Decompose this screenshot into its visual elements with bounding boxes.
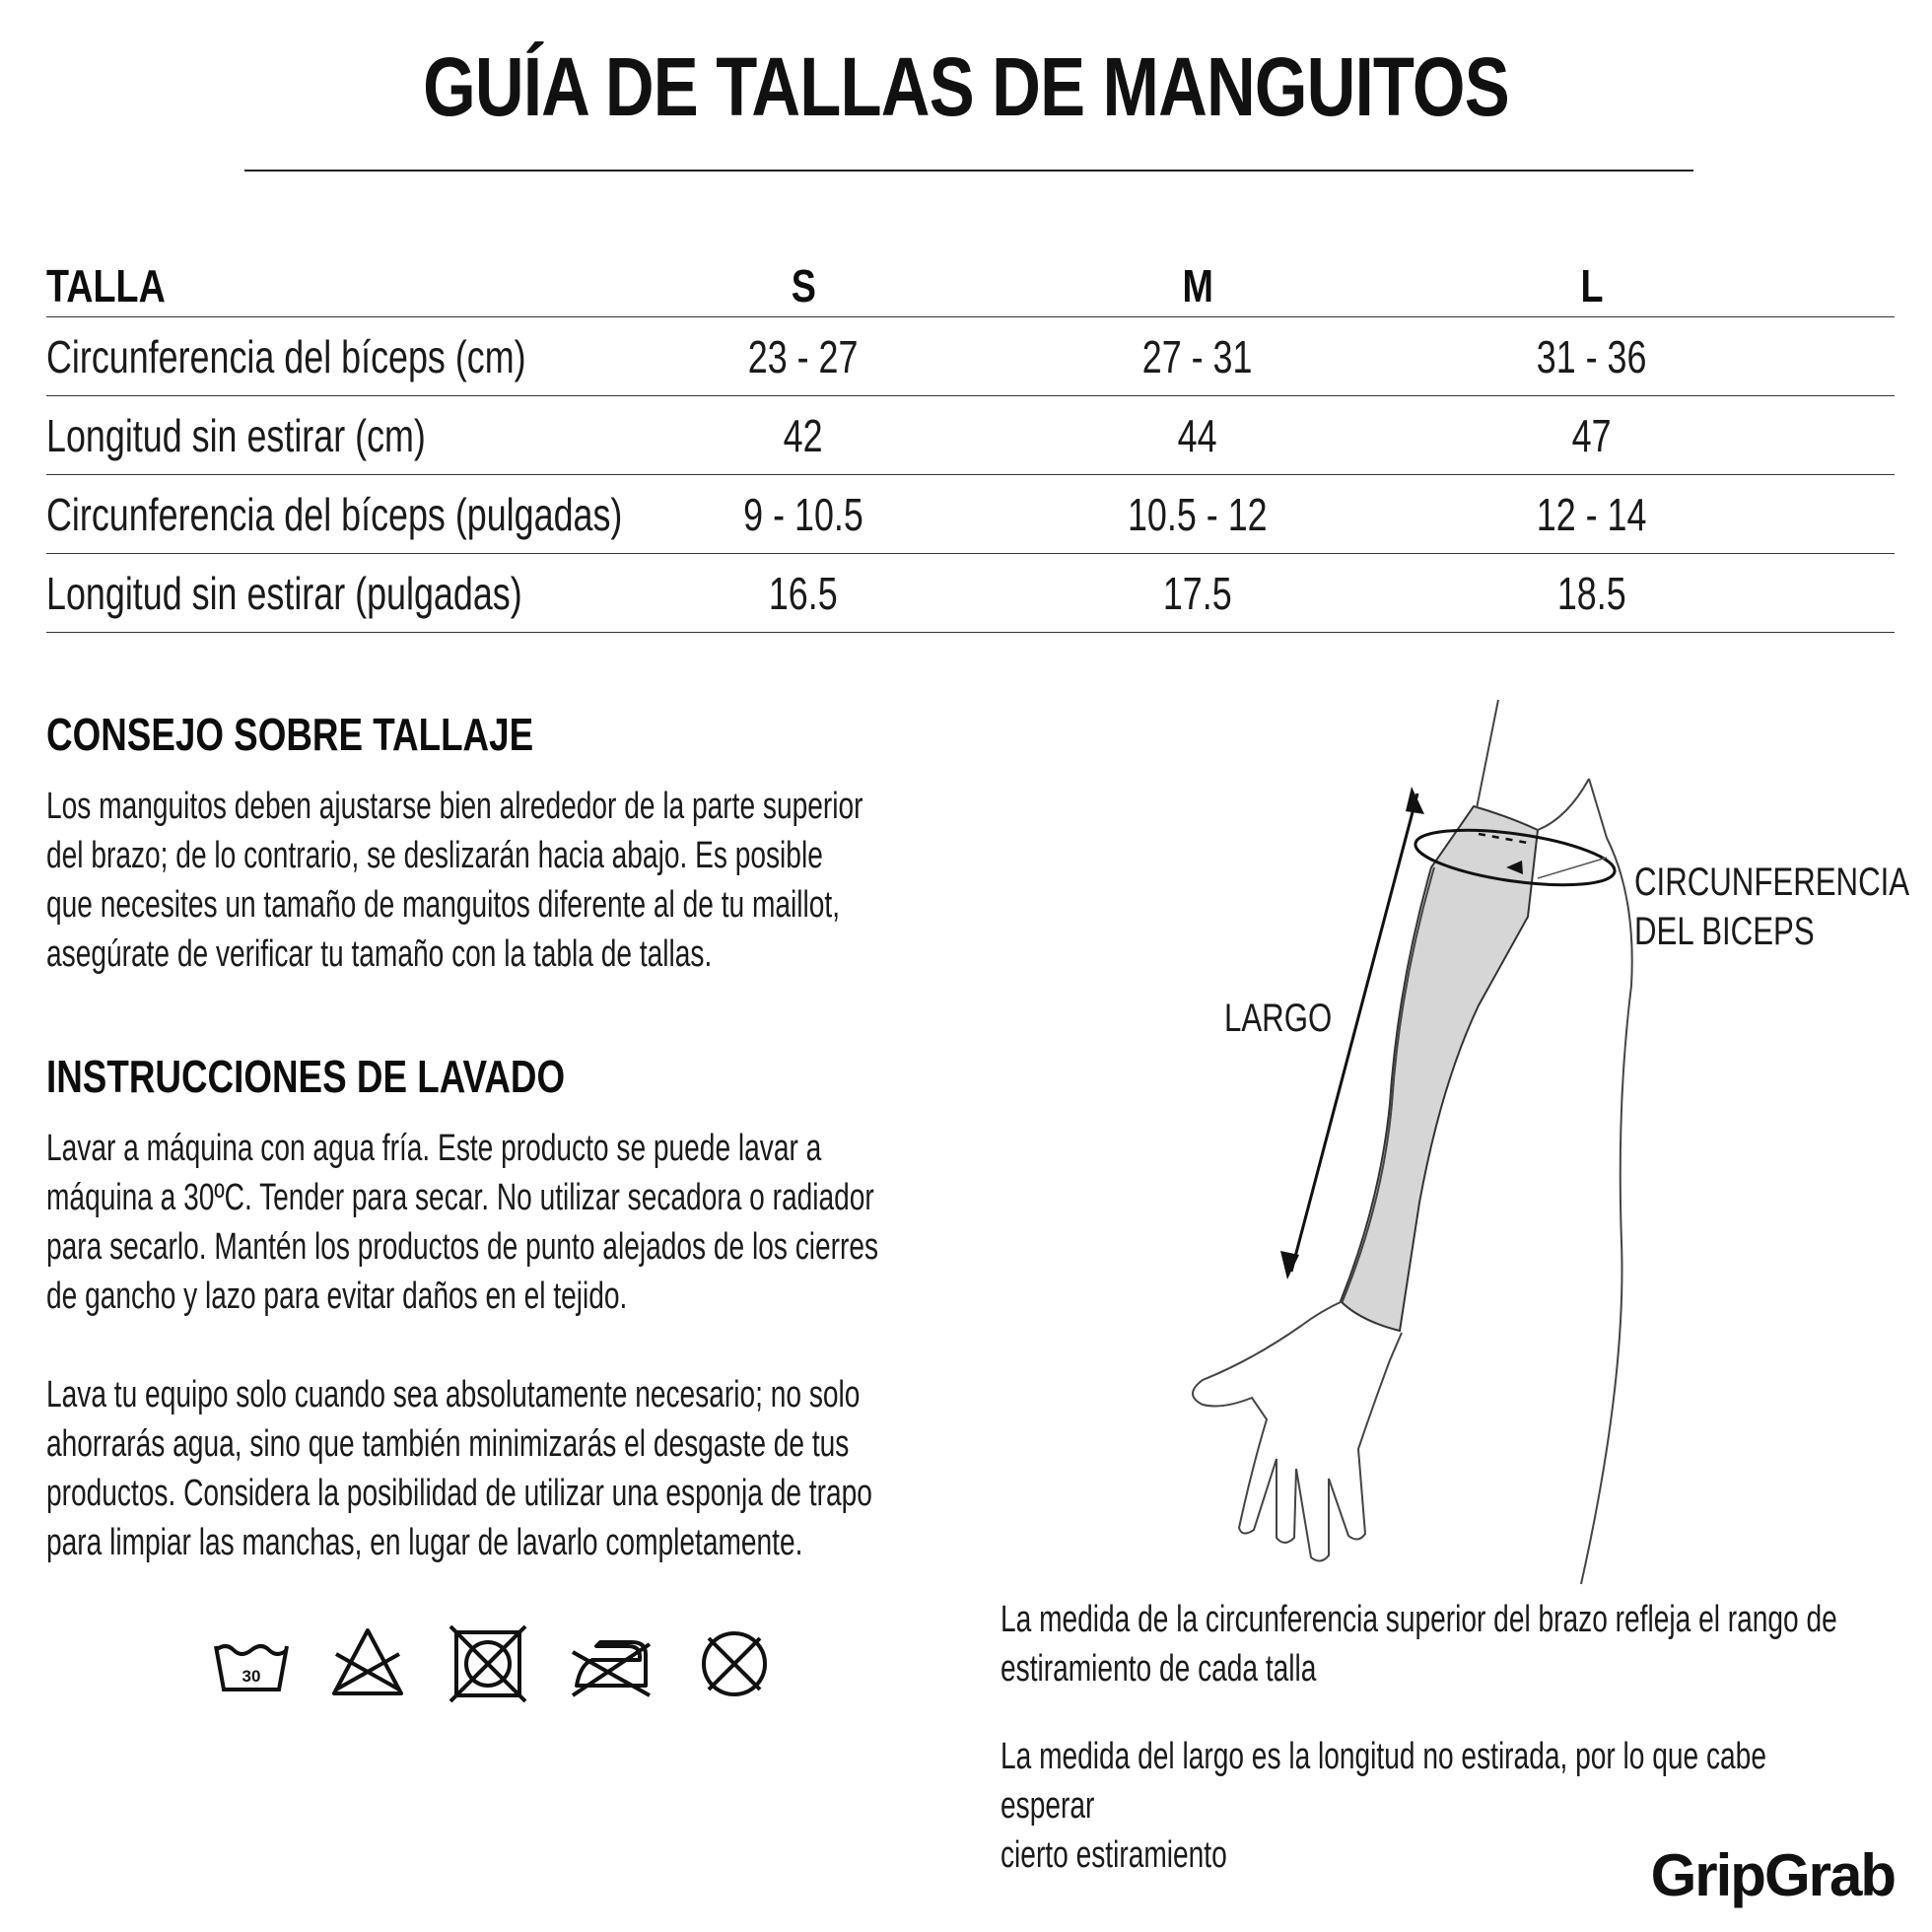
page-title: GUÍA DE TALLAS DE MANGUITOS xyxy=(423,40,1509,133)
size-table xyxy=(46,237,1895,633)
cell-s: 23 - 27 xyxy=(748,330,859,382)
arm-outline xyxy=(1538,779,1632,1584)
table-row xyxy=(46,475,1895,554)
table-header-row xyxy=(46,237,1895,317)
care-icons xyxy=(212,1624,774,1713)
sizing-tip-text: Los manguitos deben ajustarse bien alrededor de la parte superior del brazo; de lo contrario, se deslizarán hacia abajo. Es posible que necesites un tamaño de manguitos diferente al de tu maillot, asegúrate de verificar tu tamaño con la tabla de tallas. xyxy=(46,786,863,975)
circumference-label: CIRCUNFERENCIA DEL BICEPS xyxy=(1634,861,1910,953)
header-size-s: S xyxy=(791,259,816,311)
no-bleach-icon xyxy=(328,1624,407,1703)
header-size-label: TALLA xyxy=(46,259,166,311)
row-label: Circunferencia del bíceps (cm) xyxy=(46,330,526,382)
brand-logo: GripGrab xyxy=(1650,1842,1895,1908)
cell-m: 10.5 - 12 xyxy=(1128,488,1268,540)
header-size-m: M xyxy=(1182,259,1213,311)
washing-heading: INSTRUCCIONES DE LAVADO xyxy=(46,1051,566,1102)
sizing-tip-heading: CONSEJO SOBRE TALLAJE xyxy=(46,709,534,760)
table-row xyxy=(46,396,1895,475)
cell-l: 31 - 36 xyxy=(1537,330,1647,382)
cell-l: 12 - 14 xyxy=(1537,488,1647,540)
cell-l: 18.5 xyxy=(1557,567,1626,619)
washing-text-2: Lava tu equipo solo cuando sea absolutamente necesario; no solo ahorrarás agua, sino que también minimizarás el desgaste de tus productos. Considera la posibilidad de utilizar una esponja de trapo para limpiar las manchas, en lugar de lavarlo completamente. xyxy=(46,1374,872,1563)
arm-illustration xyxy=(1183,690,1893,1597)
cell-s: 42 xyxy=(784,409,823,461)
sleeve-shape xyxy=(1341,806,1538,1331)
no-tumble-dry-icon xyxy=(448,1624,527,1703)
cell-m: 27 - 31 xyxy=(1142,330,1253,382)
table-row xyxy=(46,554,1895,633)
table-row xyxy=(46,317,1895,396)
row-label: Longitud sin estirar (pulgadas) xyxy=(46,567,522,619)
cell-s: 16.5 xyxy=(769,567,838,619)
no-iron-icon xyxy=(567,1624,656,1703)
row-label: Longitud sin estirar (cm) xyxy=(46,409,426,461)
no-dry-clean-icon xyxy=(695,1624,774,1703)
cell-s: 9 - 10.5 xyxy=(743,488,863,540)
cell-m: 17.5 xyxy=(1163,567,1232,619)
title-divider xyxy=(244,170,1693,172)
length-note: La medida del largo es la longitud no estirada, por lo que cabe esperar cierto estiramiento xyxy=(1000,1736,1766,1876)
circumference-note: La medida de la circunferencia superior del brazo refleja el rango de estiramiento de cada talla xyxy=(1000,1599,1837,1690)
wash-30-icon xyxy=(212,1624,291,1703)
washing-text-1: Lavar a máquina con agua fría. Este producto se puede lavar a máquina a 30ºC. Tender para secar. No utilizar secadora o radiador para secarlo. Mantén los productos de punto alejados de los cierres de gancho y lazo para evitar daños en el tejido. xyxy=(46,1128,879,1317)
length-label: LARGO xyxy=(1224,997,1333,1040)
header-size-l: L xyxy=(1580,259,1604,311)
arm-diagram xyxy=(1183,690,1910,1597)
cell-m: 44 xyxy=(1178,409,1217,461)
row-label: Circunferencia del bíceps (pulgadas) xyxy=(46,488,623,540)
wash-temp-label: 30 xyxy=(242,1667,261,1686)
cell-l: 47 xyxy=(1572,409,1612,461)
